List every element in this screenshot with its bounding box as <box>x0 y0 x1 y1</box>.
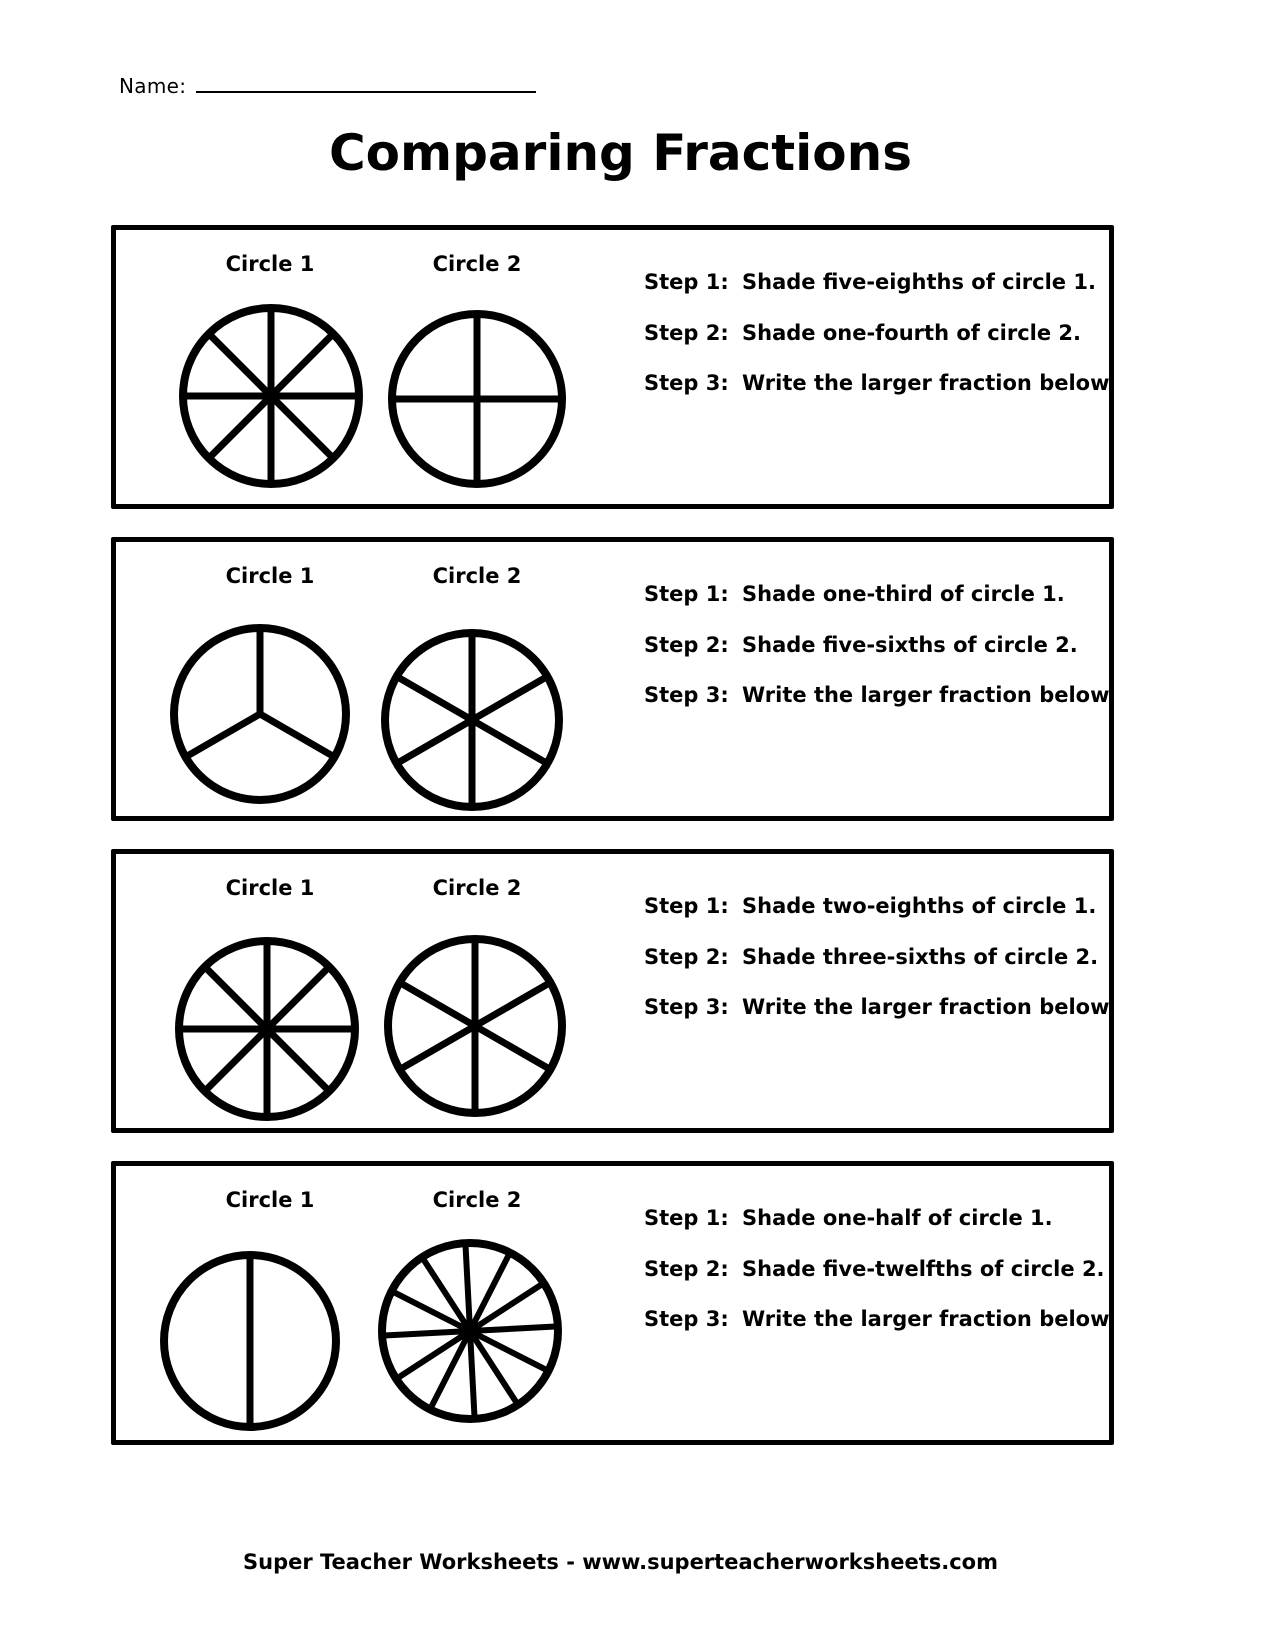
circle-divider-line <box>472 677 547 721</box>
step-number: Step 3: <box>644 683 729 707</box>
problem-panel-3 <box>111 849 1117 1133</box>
step-number: Step 2: <box>644 1256 729 1281</box>
circle-1-label: Circle 1 <box>225 1188 315 1212</box>
problem-panel-2 <box>111 537 1117 821</box>
circle-divider-line <box>267 1029 329 1091</box>
circle-divider-line <box>382 1331 470 1336</box>
steps-list <box>644 894 1117 1046</box>
circle-divider-line <box>209 396 271 458</box>
fraction-circle-1[interactable] <box>179 304 363 488</box>
step-item <box>644 945 1114 996</box>
circle-divider-line <box>475 1026 550 1070</box>
step-number: Step 3: <box>644 995 729 1019</box>
circle-divider-line <box>397 677 472 721</box>
steps-list <box>644 582 1117 734</box>
step-text: Write the larger fraction below. <box>742 1307 1117 1331</box>
name-label: Name: <box>119 74 187 98</box>
fraction-circle-2[interactable] <box>381 629 563 811</box>
step-item <box>644 1206 1114 1257</box>
circle-divider-line <box>186 714 260 757</box>
step-number: Step 3: <box>644 1307 729 1331</box>
step-item <box>644 633 1114 684</box>
step-number: Step 2: <box>644 320 729 345</box>
circle-divider-line <box>267 967 329 1029</box>
step-text: Shade one-third of circle 1. <box>742 582 1065 606</box>
step-text: Write the larger fraction below. <box>742 371 1117 395</box>
circle-divider-line <box>205 1029 267 1091</box>
circle-divider-line <box>470 1326 558 1331</box>
fraction-circle-2[interactable] <box>388 310 566 488</box>
circle-2-label: Circle 2 <box>432 564 522 588</box>
step-item <box>644 1257 1114 1308</box>
step-item <box>644 683 1117 734</box>
fraction-circle-1[interactable] <box>175 937 359 1121</box>
circle-divider-line <box>209 334 271 396</box>
step-text: Shade five-eighths of circle 1. <box>742 270 1096 294</box>
circle-2-label: Circle 2 <box>432 252 522 276</box>
step-number: Step 1: <box>644 894 729 918</box>
page-title: Comparing Fractions <box>328 124 912 182</box>
circle-divider-line <box>465 1243 470 1331</box>
step-number: Step 1: <box>644 1206 729 1230</box>
step-item <box>644 582 1114 633</box>
circle-divider-line <box>271 334 333 396</box>
step-item <box>644 321 1114 372</box>
circle-2-label: Circle 2 <box>432 876 522 900</box>
step-text: Shade two-eighths of circle 1. <box>742 894 1097 918</box>
circle-1-label: Circle 1 <box>225 564 315 588</box>
circle-divider-line <box>475 983 550 1027</box>
name-field[interactable] <box>119 74 536 98</box>
step-number: Step 3: <box>644 371 729 395</box>
step-item <box>644 371 1117 422</box>
circle-divider-line <box>400 983 475 1027</box>
step-text: Shade five-twelfths of circle 2. <box>742 1256 1105 1281</box>
circle-divider-line <box>470 1331 475 1419</box>
fraction-circle-2[interactable] <box>378 1239 562 1423</box>
circle-1-label: Circle 1 <box>225 876 315 900</box>
step-item <box>644 894 1114 945</box>
name-blank-line[interactable] <box>196 77 536 93</box>
circle-divider-line <box>397 720 472 764</box>
footer-credit: Super Teacher Worksheets - www.superteacherworksheets.com <box>243 1550 998 1574</box>
step-number: Step 1: <box>644 270 729 294</box>
step-item <box>644 995 1117 1046</box>
step-item <box>644 1307 1117 1358</box>
circle-divider-line <box>205 967 267 1029</box>
circle-2-label: Circle 2 <box>432 1188 522 1212</box>
fraction-circle-2[interactable] <box>384 935 566 1117</box>
step-text: Write the larger fraction below. <box>742 683 1117 707</box>
step-number: Step 2: <box>644 632 729 657</box>
circle-divider-line <box>400 1026 475 1070</box>
step-text: Shade five-sixths of circle 2. <box>742 632 1078 657</box>
step-item <box>644 270 1114 321</box>
step-text: Shade one-fourth of circle 2. <box>742 320 1082 345</box>
step-text: Shade one-half of circle 1. <box>742 1206 1053 1230</box>
step-text: Shade three-sixths of circle 2. <box>742 944 1099 969</box>
circle-divider-line <box>472 720 547 764</box>
fraction-circle-1[interactable] <box>160 1251 340 1431</box>
step-text: Write the larger fraction below. <box>742 995 1117 1019</box>
circle-divider-line <box>260 714 334 757</box>
steps-list <box>644 270 1117 422</box>
problem-panel-1 <box>111 225 1117 509</box>
circle-divider-line <box>271 396 333 458</box>
steps-list <box>644 1206 1117 1358</box>
step-number: Step 2: <box>644 944 729 969</box>
problem-panel-4 <box>111 1161 1117 1445</box>
circle-1-label: Circle 1 <box>225 252 315 276</box>
fraction-circle-1[interactable] <box>170 624 350 804</box>
step-number: Step 1: <box>644 582 729 606</box>
